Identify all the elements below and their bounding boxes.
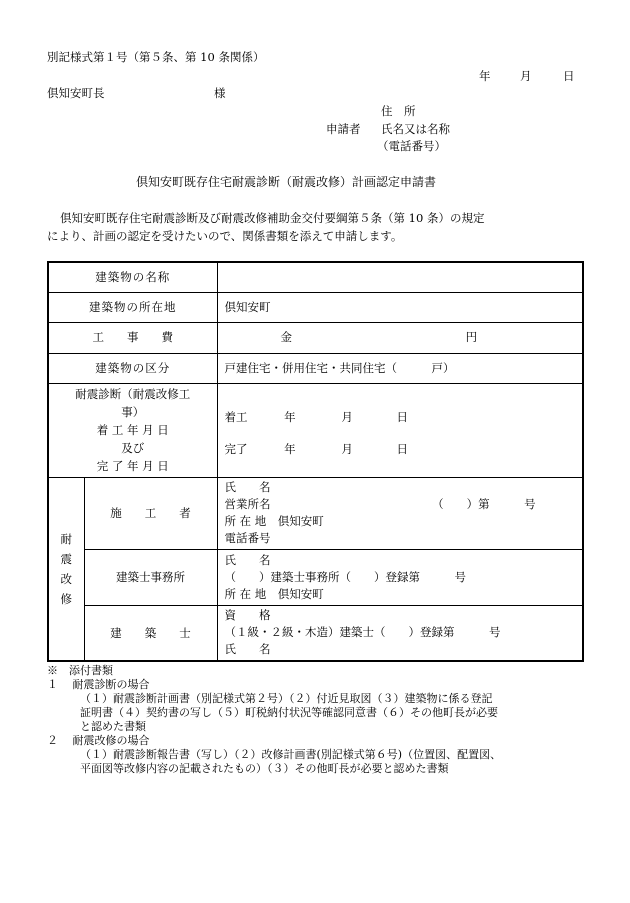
- notes-heading: ※ 添付書類: [47, 664, 113, 677]
- addressee: 倶知安町長: [47, 86, 105, 100]
- notes-item1-line-1: （１）耐震診断計画書（別記様式第２号）（２）付近見取図（３）建築物に係る登記: [80, 692, 493, 705]
- notes-item2-line-2: 平面図等改修内容の記載されたもの）（３）その他町長が必要と認めた書類: [80, 762, 449, 775]
- notes-item1-line-2: 証明書（４）契約書の写し（５）町税納付状況等確認同意書（６）その他町長が必要: [80, 706, 498, 719]
- category-label: 建築物の区分: [48, 353, 217, 383]
- architect-label: 建 築 士: [84, 605, 217, 661]
- honorific: 様: [214, 86, 226, 100]
- notes-item2-title: ２ 耐震改修の場合: [47, 734, 150, 747]
- document-title: 倶知安町既存住宅耐震診断（耐震改修）計画認定申請書: [136, 175, 437, 189]
- contractor-field[interactable]: [217, 477, 583, 549]
- retrofit-section-label: [48, 477, 84, 661]
- phone-label: （電話番号）: [377, 139, 446, 153]
- start-date-row: [225, 410, 583, 424]
- name-label: 氏名又は名称: [381, 122, 450, 136]
- architect-office-label: 建築士事務所: [84, 549, 217, 605]
- notes-item1-title: １ 耐震診断の場合: [47, 678, 150, 691]
- cost-kin: 金: [280, 330, 292, 345]
- start-month: 月: [341, 409, 353, 424]
- end-label: 完了: [224, 442, 248, 456]
- architect-office-name: 氏 名: [224, 552, 271, 567]
- contractor-label: 施 工 者: [84, 477, 217, 549]
- cost-yen: 円: [465, 330, 478, 345]
- architect-office-field[interactable]: [217, 549, 583, 605]
- application-table: [47, 261, 584, 662]
- cost-label: 工 事 費: [48, 322, 217, 353]
- contractor-address: 所 在 地 倶知安町: [224, 514, 324, 528]
- architect-reg: （１級・２級・木造）建築士（ ）登録第 号: [224, 625, 501, 640]
- retrofit-char-2: 震: [60, 551, 72, 566]
- period-label-line-1: 耐震診断（耐震改修工: [75, 387, 191, 401]
- period-field[interactable]: [217, 383, 583, 477]
- attachments-notes: [47, 664, 501, 776]
- period-label-line-4: 及び: [121, 441, 145, 455]
- architect-office-reg: （ ）建築士事務所（ ）登録第 号: [224, 569, 466, 584]
- intro-line-2: により、計画の認定を受けたいので、関係書類を添えて申請します。: [47, 229, 403, 243]
- location-field[interactable]: 倶知安町: [217, 292, 583, 322]
- building-name-label: 建築物の名称: [48, 262, 217, 292]
- building-name-field[interactable]: [217, 262, 583, 292]
- date-day-label: 日: [563, 69, 575, 83]
- category-field[interactable]: 戸建住宅・併用住宅・共同住宅（ 戸）: [217, 353, 583, 383]
- contractor-office: 営業所名: [224, 497, 271, 511]
- period-label: [48, 383, 217, 477]
- architect-office-address: 所 在 地 倶知安町: [224, 586, 324, 601]
- notes-item1-line-3: と認めた書類: [80, 720, 146, 733]
- end-month: 月: [341, 442, 353, 456]
- end-day: 日: [396, 442, 408, 456]
- location-label: 建築物の所在地: [48, 292, 217, 322]
- date-month-label: 月: [520, 69, 532, 83]
- contractor-name: 氏 名: [224, 480, 271, 494]
- architect-qual: 資 格: [224, 608, 271, 623]
- period-label-line-2: 事）: [121, 405, 145, 419]
- period-label-line-5: 完 了 年 月 日: [96, 459, 169, 473]
- period-label-line-3: 着 工 年 月 日: [96, 423, 169, 437]
- retrofit-char-4: 修: [60, 591, 72, 606]
- retrofit-char-1: 耐: [60, 531, 72, 546]
- applicant-label: 申請者: [326, 122, 361, 136]
- date-year-label: 年: [479, 69, 491, 83]
- contractor-phone: 電話番号: [224, 531, 271, 545]
- form-number: 別記様式第１号（第５条、第 10 条関係）: [47, 50, 265, 64]
- intro-line-1: 倶知安町既存住宅耐震診断及び耐震改修補助金交付要綱第５条（第 10 条）の規定: [60, 211, 485, 225]
- contractor-reg: （ ）第 号: [432, 497, 536, 511]
- cost-field[interactable]: [217, 322, 583, 353]
- address-label: 住 所: [381, 104, 416, 118]
- notes-item2-line-1: （１）耐震診断報告書（写し）（２）改修計画書(別記様式第６号)（位置図、配置図、: [80, 748, 502, 761]
- start-year: 年: [284, 409, 296, 424]
- architect-field[interactable]: [217, 605, 583, 661]
- retrofit-char-3: 改: [60, 571, 72, 586]
- end-date-row: [225, 442, 583, 456]
- start-label: 着工: [224, 409, 248, 424]
- start-day: 日: [396, 409, 408, 424]
- end-year: 年: [284, 442, 296, 456]
- contractor-office-row: [225, 496, 583, 513]
- architect-name: 氏 名: [224, 642, 271, 657]
